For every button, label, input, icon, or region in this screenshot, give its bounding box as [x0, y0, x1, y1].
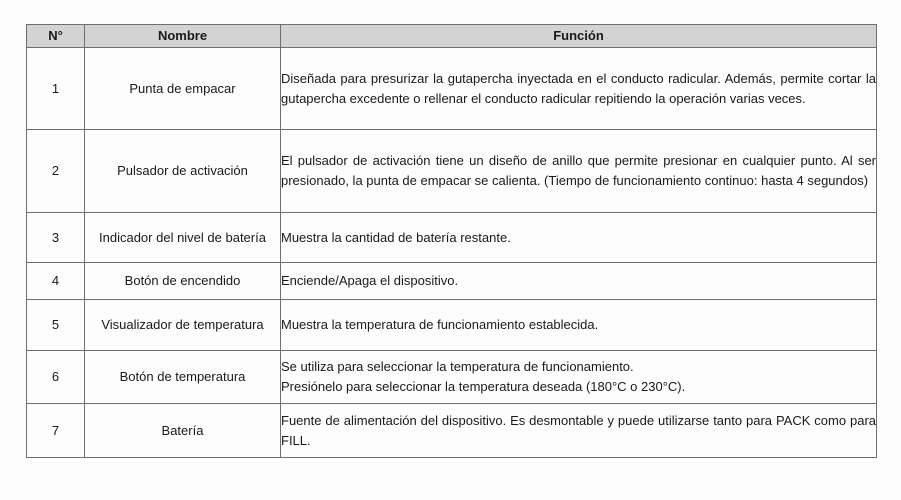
header-number: N° — [27, 25, 85, 48]
row-name: Indicador del nivel de batería — [85, 213, 281, 263]
row-function: Diseñada para presurizar la gutapercha inyectada en el conducto radicular. Además, permite cortar la gutapercha excedente o rellenar el conducto radicular repitiendo la operación varias veces. — [281, 48, 877, 130]
table-row — [27, 130, 877, 213]
row-name: Pulsador de activación — [85, 130, 281, 213]
header-row — [27, 25, 877, 48]
parts-function-table — [26, 24, 877, 458]
table-row — [27, 300, 877, 351]
row-number: 7 — [27, 404, 85, 458]
row-name: Punta de empacar — [85, 48, 281, 130]
row-number: 2 — [27, 130, 85, 213]
row-function: Muestra la cantidad de batería restante. — [281, 213, 877, 263]
header-function: Función — [281, 25, 877, 48]
table-row — [27, 213, 877, 263]
row-function — [281, 351, 877, 404]
row-function: Fuente de alimentación del dispositivo. Es desmontable y puede utilizarse tanto para PACK como para FILL. — [281, 404, 877, 458]
row-name: Botón de encendido — [85, 263, 281, 300]
table-header — [27, 25, 877, 48]
table-body — [27, 48, 877, 458]
row-number: 3 — [27, 213, 85, 263]
row-name: Visualizador de temperatura — [85, 300, 281, 351]
row-function: Enciende/Apaga el dispositivo. — [281, 263, 877, 300]
table-row — [27, 404, 877, 458]
row-number: 6 — [27, 351, 85, 404]
header-name: Nombre — [85, 25, 281, 48]
function-line: Se utiliza para seleccionar la temperatura de funcionamiento. — [281, 359, 634, 374]
row-number: 1 — [27, 48, 85, 130]
table-row — [27, 263, 877, 300]
table-row — [27, 48, 877, 130]
row-number: 4 — [27, 263, 85, 300]
row-function: Muestra la temperatura de funcionamiento establecida. — [281, 300, 877, 351]
table-row — [27, 351, 877, 404]
row-number: 5 — [27, 300, 85, 351]
row-name: Batería — [85, 404, 281, 458]
function-line: Presiónelo para seleccionar la temperatura deseada (180°C o 230°C). — [281, 379, 686, 394]
row-function: El pulsador de activación tiene un diseño de anillo que permite presionar en cualquier punto. Al ser presionado, la punta de empacar se calienta. (Tiempo de funcionamiento continuo: hasta 4 segundos) — [281, 130, 877, 213]
row-name: Botón de temperatura — [85, 351, 281, 404]
